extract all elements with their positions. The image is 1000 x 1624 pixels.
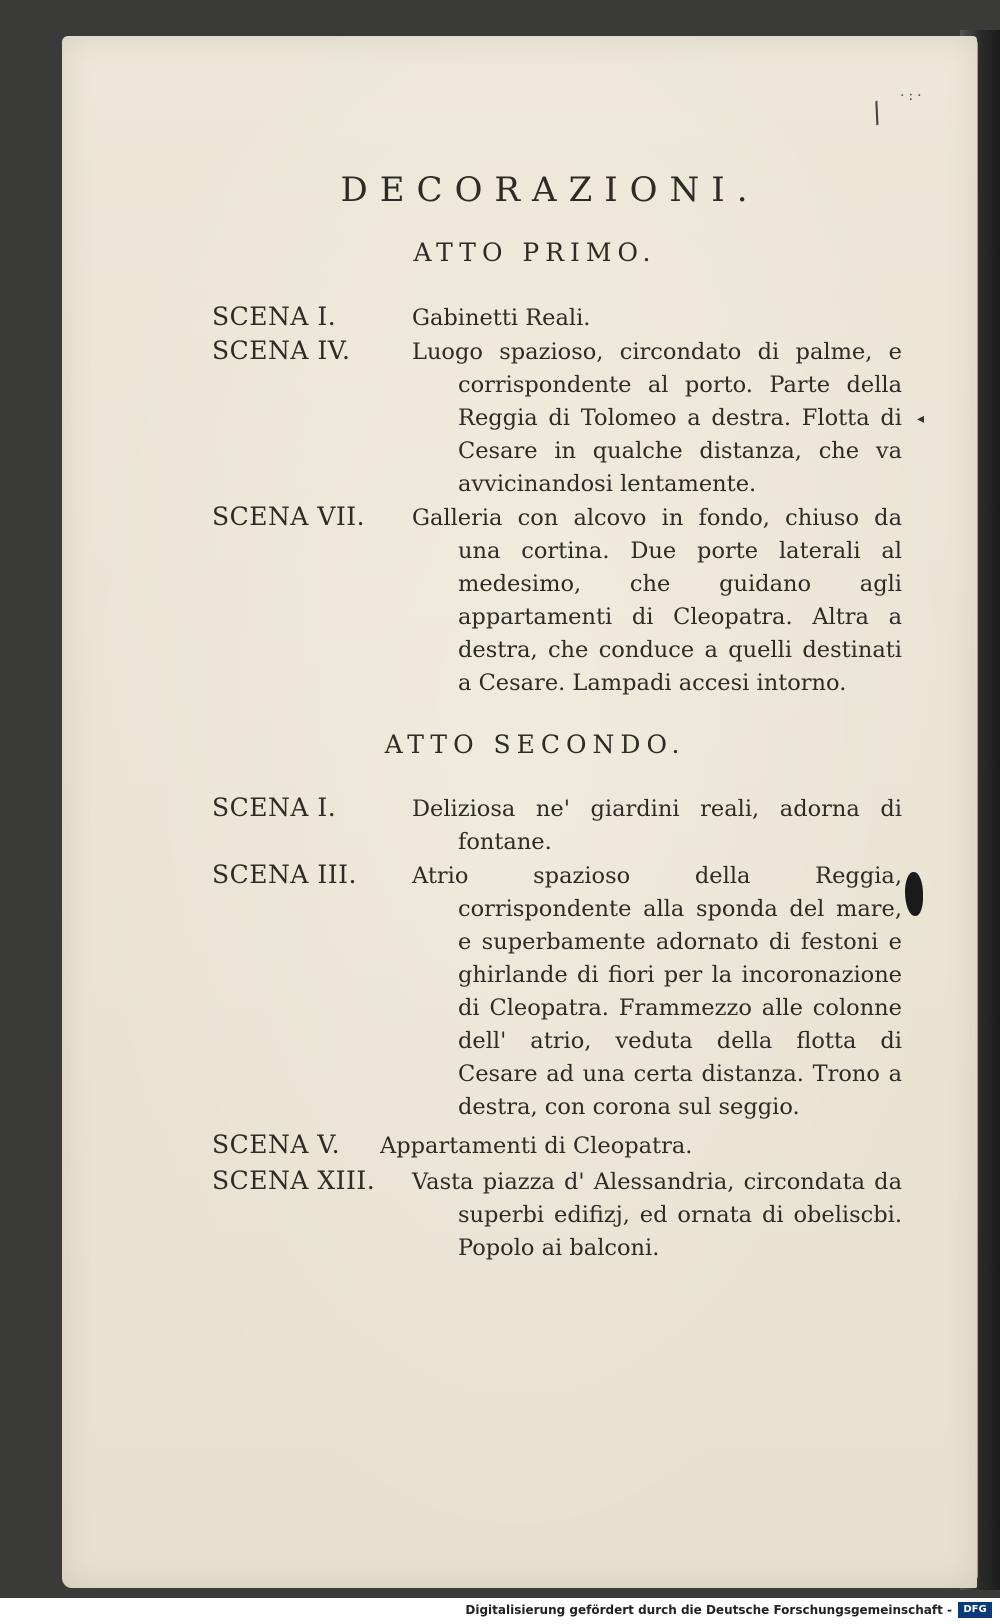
scene-label: SCENA V.: [212, 1130, 341, 1159]
scene-description: Atrio spazioso della Reggia, corrispondente alla sponda del mare, e superbamente adornato di festoni e ghirlande di fiori per la incoronazione di Cleopatra. Frammezzo alle colonne dell' atrio, veduta della flotta di Cesare ad una certa distanza. Trono a destra, con corona sul seggio.: [412, 863, 902, 1120]
scene-description: Gabinetti Reali.: [412, 305, 591, 331]
scene-label: SCENA VII.: [212, 502, 366, 531]
scene-description: Galleria con alcovo in fondo, chiuso da una cortina. Due porte laterali al medesimo, che guidano agli appartamenti di Cleopatra. Altra a destra, che conduce a quelli destinati a Cesare. Lampadi accesi intorno.: [412, 505, 902, 696]
scene-description: Deliziosa ne' giardini reali, adorna di fontane.: [412, 796, 902, 855]
page-title: DECORAZIONI.: [340, 170, 760, 210]
scene-description: Appartamenti di Cleopatra.: [380, 1133, 693, 1159]
footer-credit: Digitalisierung gefördert durch die Deutsche Forschungsgemeinschaft -: [465, 1603, 952, 1617]
margin-tick-mark: ◂: [917, 411, 925, 427]
pencil-mark: /: [866, 95, 887, 130]
scene-description: Vasta piazza d' Alessandria, circondata da superbi edifizj, ed ornata di obeliscbi. Popolo ai balconi.: [412, 1169, 902, 1261]
dfg-logo: DFG: [958, 1602, 992, 1618]
digitization-footer: [0, 1598, 1000, 1624]
scene-label: SCENA IV.: [212, 336, 351, 365]
act-heading-primo: ATTO PRIMO.: [413, 238, 657, 267]
scene-label: SCENA I.: [212, 302, 337, 331]
scene-label: SCENA I.: [212, 793, 337, 822]
ink-blot: [905, 872, 923, 916]
scene-label: SCENA III.: [212, 860, 357, 889]
scene-label: SCENA XIII.: [212, 1166, 376, 1195]
act-heading-secondo: ATTO SECONDO.: [384, 730, 686, 759]
corner-dots: ·:·: [900, 88, 926, 104]
scene-description: Luogo spazioso, circondato di palme, e corrispondente al porto. Parte della Reggia di Tolomeo a destra. Flotta di Cesare in qualche distanza, che va avvicinandosi lentamente.: [412, 339, 902, 497]
